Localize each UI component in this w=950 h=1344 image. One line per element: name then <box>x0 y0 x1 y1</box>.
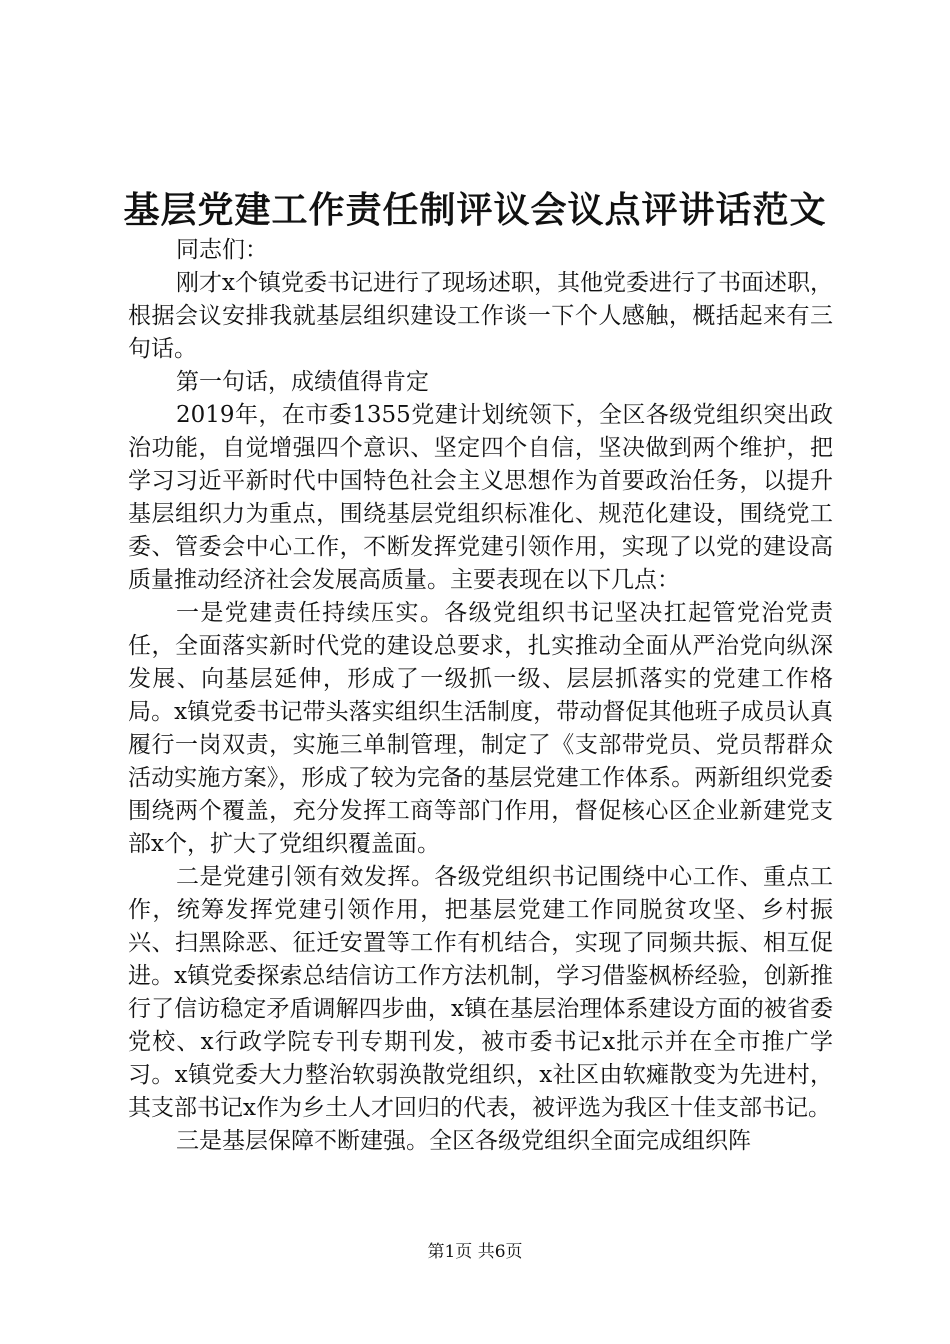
paragraph-salutation: 同志们： <box>176 237 268 263</box>
paragraph-point-two: 二是党建引领有效发挥。各级党组织书记围绕中心工作、重点工作，统筹发挥党建引领作用，把基层党建工作同脱贫攻坚、乡村振兴、扫黑除恶、征迁安置等工作有机结合，实现了同频共振、相互促进。x镇党委探索总结信访工作方法机制，学习借鉴枫桥经验，创新推行了信访稳定矛盾调解四步曲，x镇在基层治理体系建设方面的被省委党校、x行政学院专刊专期刊发，被市委书记x批示并在全市推广学习。x镇党委大力整治软弱涣散党组织，x社区由软瘫散变为先进村，其支部书记x作为乡土人才回归的代表，被评选为我区十佳支部书记。 <box>128 864 833 1121</box>
page-footer: 第1页 共6页 <box>427 1242 523 1262</box>
document-title: 基层党建工作责任制评议会议点评讲话范文 <box>123 189 827 231</box>
paragraph-achievements: 2019年，在市委1355党建计划统领下，全区各级党组织突出政治功能，自觉增强四个意识、坚定四个自信，坚决做到两个维护，把学习习近平新时代中国特色社会主义思想作为首要政治任务，以提升基层组织力为重点，围绕基层党组织标准化、规范化建设，围绕党工委、管委会中心工作，不断发挥党建引领作用，实现了以党的建设高质量推动经济社会发展高质量。主要表现在以下几点： <box>128 402 833 593</box>
paragraph-point-three: 三是基层保障不断建强。全区各级党组织全面完成组织阵 <box>176 1128 751 1154</box>
paragraph-intro: 刚才x个镇党委书记进行了现场述职，其他党委进行了书面述职，根据会议安排我就基层组织建设工作谈一下个人感触，概括起来有三句话。 <box>128 270 833 362</box>
paragraph-heading-first: 第一句话，成绩值得肯定 <box>176 369 429 395</box>
document-body <box>128 234 833 1158</box>
paragraph-point-one: 一是党建责任持续压实。各级党组织书记坚决扛起管党治党责任，全面落实新时代党的建设总要求，扎实推动全面从严治党向纵深发展、向基层延伸，形成了一级抓一级、层层抓落实的党建工作格局。x镇党委书记带头落实组织生活制度，带动督促其他班子成员认真履行一岗双责，实施三单制管理，制定了《支部带党员、党员帮群众活动实施方案》，形成了较为完备的基层党建工作体系。两新组织党委围绕两个覆盖，充分发挥工商等部门作用，督促核心区企业新建党支部x个，扩大了党组织覆盖面。 <box>128 600 833 857</box>
